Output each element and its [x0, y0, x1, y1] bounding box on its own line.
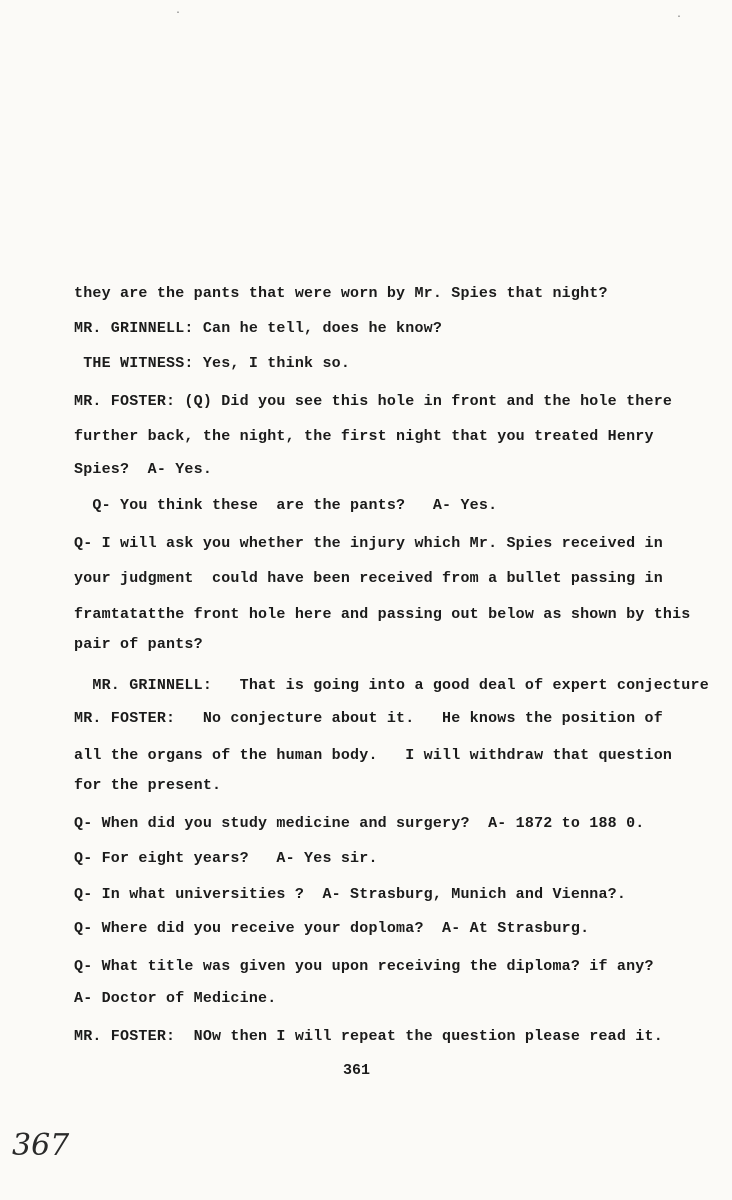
transcript-line: Q- In what universities ? A- Strasburg, Munich and Vienna?. [74, 886, 627, 903]
transcript-line: MR. GRINNELL: That is going into a good deal of expert conjecture [74, 677, 709, 694]
transcript-line: pair of pants? [74, 636, 203, 653]
transcript-line: further back, the night, the first night that you treated Henry [74, 428, 654, 445]
transcript-line: they are the pants that were worn by Mr. Spies that night? [74, 285, 608, 302]
transcript-line: Q- I will ask you whether the injury which Mr. Spies received in [74, 535, 663, 552]
transcript-line: your judgment could have been received from a bullet passing in [74, 570, 663, 587]
scan-speck: · [175, 8, 182, 19]
transcript-line: for the present. [74, 777, 222, 794]
transcript-line: MR. GRINNELL: Can he tell, does he know? [74, 320, 443, 337]
transcript-line: Q- For eight years? A- Yes sir. [74, 850, 378, 867]
transcript-line: Spies? A- Yes. [74, 461, 213, 478]
transcript-line: Q- Where did you receive your doploma? A- At Strasburg. [74, 920, 590, 937]
transcript-line: framtatatthe front hole here and passing out below as shown by this [74, 606, 691, 623]
transcript-line: all the organs of the human body. I will withdraw that question [74, 747, 673, 764]
transcript-line: MR. FOSTER: NOw then I will repeat the question please read it. [74, 1028, 663, 1045]
page-number: 361 [343, 1062, 371, 1079]
transcript-line: THE WITNESS: Yes, I think so. [74, 355, 351, 372]
transcript-line: MR. FOSTER: (Q) Did you see this hole in front and the hole there [74, 393, 673, 410]
transcript-line: MR. FOSTER: No conjecture about it. He knows the position of [74, 710, 663, 727]
transcript-line: Q- When did you study medicine and surgery? A- 1872 to 188 0. [74, 815, 645, 832]
handwritten-page-number: 367 [12, 1128, 70, 1163]
transcript-line: Q- You think these are the pants? A- Yes. [74, 497, 498, 514]
scan-speck: · [676, 12, 683, 23]
transcript-line: A- Doctor of Medicine. [74, 990, 277, 1007]
transcript-line: Q- What title was given you upon receiving the diploma? if any? [74, 958, 654, 975]
